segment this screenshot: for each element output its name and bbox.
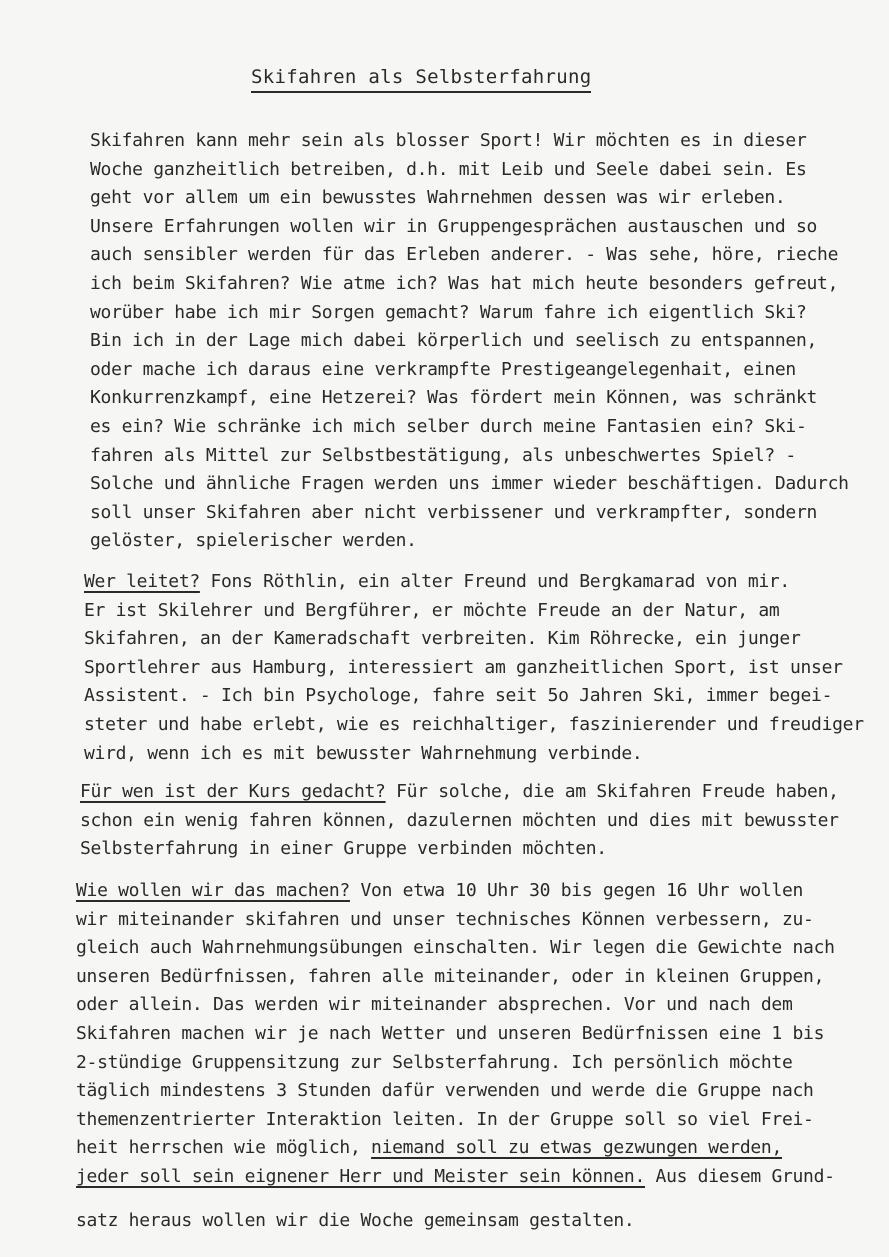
text-line: [76, 877, 835, 906]
text-line: oder allein. Das werden wir miteinander absprechen. Vor und nach dem: [76, 994, 793, 1016]
text-line: Bin ich in der Lage mich dabei körperlich und seelisch zu entspannen,: [90, 330, 818, 352]
text-line: steter und habe erlebt, wie es reichhaltiger, faszinierender und freudiger: [84, 713, 864, 735]
section-heading: Wer leitet?: [84, 571, 200, 592]
text-line: [80, 778, 839, 807]
text-line: [84, 568, 864, 597]
text-fragment: Von etwa 10 Uhr 30 bis gegen 16 Uhr wollen: [349, 880, 804, 901]
text-line: wird, wenn ich es mit bewusster Wahrnehmung verbinde.: [84, 742, 643, 764]
text-line: Solche und ähnliche Fragen werden uns immer wieder beschäftigen. Dadurch: [90, 473, 849, 495]
text-line: Skifahren machen wir je nach Wetter und unseren Bedürfnissen eine 1 bis: [76, 1022, 825, 1044]
text-line: Selbsterfahrung in einer Gruppe verbinden möchten.: [80, 838, 607, 860]
text-fragment: Fons Röthlin, ein alter Freund und Bergkamarad von mir.: [199, 571, 790, 592]
section-heading: Wie wollen wir das machen?: [76, 880, 350, 901]
audience-paragraph: [80, 778, 839, 864]
text-line: Assistent. - Ich bin Psychologe, fahre seit 5o Jahren Ski, immer begei-: [84, 685, 833, 707]
text-fragment: heit herrschen wie möglich,: [76, 1137, 372, 1159]
text-line: Unsere Erfahrungen wollen wir in Gruppengesprächen austauschen und so: [90, 215, 818, 237]
text-line: Konkurrenzkampf, eine Hetzerei? Was fördert mein Können, was schränkt: [90, 387, 818, 409]
section-heading: Für wen ist der Kurs gedacht?: [80, 781, 386, 802]
text-line: Sportlehrer aus Hamburg, interessiert am ganzheitlichen Sport, ist unser: [84, 656, 843, 678]
text-line: auch sensibler werden für das Erleben anderer. - Was sehe, höre, rieche: [90, 244, 839, 266]
text-line: Skifahren, an der Kameradschaft verbreiten. Kim Röhrecke, ein junger: [84, 628, 801, 650]
text-line: geht vor allem um ein bewusstes Wahrnehmen dessen was wir erleben.: [90, 187, 786, 209]
text-line: Er ist Skilehrer und Bergführer, er möchte Freude an der Natur, am: [84, 599, 780, 621]
text-line: fahren als Mittel zur Selbstbestätigung, als unbeschwertes Spiel? -: [90, 444, 796, 466]
text-line: Skifahren kann mehr sein als blosser Sport! Wir möchten es in dieser: [90, 130, 807, 151]
text-line: schon ein wenig fahren können, dazulernen möchten und dies mit bewusster: [80, 809, 839, 831]
text-line: es ein? Wie schränke ich mich selber durch meine Fantasien ein? Ski-: [90, 415, 807, 437]
closing-line: [76, 1207, 634, 1236]
underlined-phrase: niemand soll zu etwas gezwungen werden,: [371, 1137, 782, 1159]
text-line: ich beim Skifahren? Wie atme ich? Was hat mich heute besonders gefreut,: [90, 272, 839, 294]
text-line: themenzentrierter Interaktion leiten. In der Gruppe soll so viel Frei-: [76, 1108, 814, 1130]
text-line: worüber habe ich mir Sorgen gemacht? Warum fahre ich eigentlich Ski?: [90, 301, 807, 323]
text-line: wir miteinander skifahren und unser technisches Können verbessern, zu-: [76, 908, 814, 930]
text-line: 2-stündige Gruppensitzung zur Selbsterfahrung. Ich persönlich möchte: [76, 1051, 793, 1073]
text-line: satz heraus wollen wir die Woche gemeinsam gestalten.: [76, 1210, 635, 1231]
text-line: soll unser Skifahren aber nicht verbissener und verkrampfter, sondern: [90, 501, 818, 523]
intro-paragraph: [90, 127, 849, 556]
text-line: oder mache ich daraus eine verkrampfte Prestigeangelegenhait, einen: [90, 358, 796, 380]
text-line: gleich auch Wahrnehmungsübungen einschalten. Wir legen die Gewichte nach: [76, 937, 835, 959]
underlined-phrase: jeder soll sein eignener Herr und Meister sein können.: [76, 1165, 645, 1187]
text-line: gelöster, spielerischer werden.: [90, 530, 417, 552]
method-paragraph: [76, 877, 835, 1192]
text-line: Woche ganzheitlich betreiben, d.h. mit Leib und Seele dabei sein. Es: [90, 158, 807, 180]
text-line: [76, 1134, 835, 1163]
text-fragment: Für solche, die am Skifahren Freude haben,: [385, 781, 839, 802]
text-line: täglich mindestens 3 Stunden dafür verwenden und werde die Gruppe nach: [76, 1080, 814, 1102]
text-line: [76, 1163, 835, 1192]
text-line: unseren Bedürfnissen, fahren alle miteinander, oder in kleinen Gruppen,: [76, 965, 825, 987]
text-fragment: Aus diesem Grund-: [645, 1165, 835, 1187]
document-title: Skifahren als Selbsterfahrung: [251, 66, 591, 93]
leaders-paragraph: [84, 568, 864, 768]
